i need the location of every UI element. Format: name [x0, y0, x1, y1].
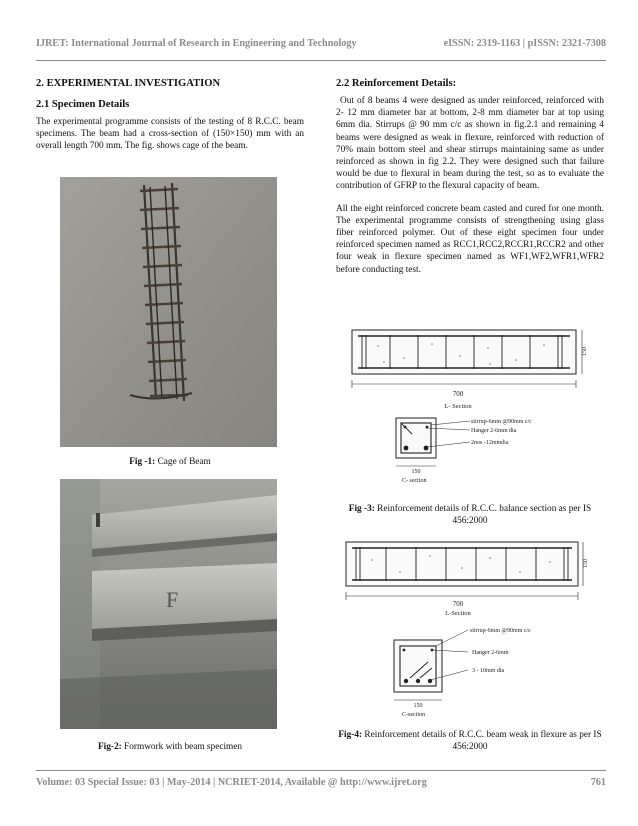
fig3-stirrup-label: stirrup-6mm @90mm c/c — [471, 419, 532, 425]
fig4-label: Fig-4: — [338, 730, 363, 740]
fig3-depth-dim: 150 — [582, 347, 588, 356]
fig3-drawing — [340, 326, 590, 486]
fig4-length-dim: 700 — [452, 600, 464, 608]
running-header — [36, 38, 606, 52]
right-column — [336, 78, 604, 286]
fig3-caption — [336, 503, 604, 527]
fig3-csection-label: C- section — [402, 478, 427, 484]
footer-rule — [36, 770, 606, 771]
fig3-hanger-label: Hanger 2-6mm dia — [471, 428, 517, 434]
fig4-stirrup-label: stirrup-6mm @90mm c/c — [470, 628, 531, 634]
fig4-depth-dim: 150 — [583, 559, 589, 568]
fig2-formwork-photo — [60, 479, 277, 729]
issn-text: eISSN: 2319-1163 | pISSN: 2321-7308 — [443, 38, 606, 49]
fig1-caption — [36, 456, 304, 468]
fig3-bars-label: 2nos -12mmdia — [471, 440, 509, 446]
journal-name: IJRET: International Journal of Research in Engineering and Technology — [36, 38, 357, 49]
running-footer — [36, 777, 606, 791]
reinforcement-paragraph-1: Out of 8 beams 4 were designed as under reinforced, reinforced with 2- 12 mm diameter bar at bottom, 2-8 mm diameter bar at top using 6mm dia. Stirrups @ 90 mm c/c as shown in fig.2.1 and remaining 4 beams were designed as weak in flexure, reinforced with reduction of 70% main bottom steel and shear stirrups maintaining same as under reinforced as shown in fig 2.2. They were designed such that failure would be due to flexural in beam during the test, so as to evaluate the contribution of GFRP to the flexural capacity of beam. — [336, 96, 604, 192]
reinforcement-paragraph-2: All the eight reinforced concrete beam casted and cured for one month. The experimental programme consists of strengthening using glass fiber reinforced polymer. Out of these eight specimen four under reinforced specimen named as RCC1,RCC2,RCCR1,RCCR2 and other four weak in flexure specimen named as WF1,WF2,WFR1,WFR2 before conducting test. — [336, 203, 604, 275]
fig3-lsection-label: L- Section — [444, 403, 472, 410]
fig4-lsection-label: L-Section — [445, 610, 471, 617]
fig3-length-dim: 700 — [452, 390, 464, 398]
fig1-caption-text: Cage of Beam — [155, 457, 211, 467]
fig1-label: Fig -1: — [129, 457, 156, 467]
fig2-label: Fig-2: — [97, 742, 122, 752]
footer-volume: Volume: 03 Special Issue: 03 | May-2014 | NCRIET-2014, Available @ http://www.ijret.org — [36, 777, 427, 788]
subsection-title-specimen: 2.1 Specimen Details — [36, 99, 130, 110]
left-column — [36, 78, 304, 163]
fig4-caption-text: Reinforcement details of R.C.C. beam weak in flexure as per IS 456:2000 — [362, 730, 602, 752]
fig4-bars-label: 3 - 10mm dia — [472, 668, 505, 674]
page-number: 761 — [590, 777, 606, 788]
fig2-caption — [36, 741, 304, 753]
header-rule — [36, 60, 606, 61]
fig4-hanger-label: Hanger 2-6mm — [472, 650, 509, 656]
fig4-caption — [336, 729, 604, 753]
fig4-csection-label: C-section — [402, 712, 425, 718]
fig2-formwork-mark: F — [166, 587, 179, 612]
fig3-label: Fig -3: — [348, 504, 375, 514]
fig1-cage-photo — [60, 177, 277, 447]
fig4-width-dim: 150 — [413, 703, 423, 709]
fig2-caption-text: Formwork with beam specimen — [121, 742, 243, 752]
specimen-paragraph: The experimental programme consists of the testing of 8 R.C.C. beam specimens. The beam had a cross-section of (150×150) mm with an overall length 700 mm. The fig. shows cage of the beam. — [36, 117, 304, 152]
section-title: 2. EXPERIMENTAL INVESTIGATION — [36, 78, 221, 89]
fig4-drawing — [340, 538, 590, 724]
subsection-title-reinforcement: 2.2 Reinforcement Details: — [336, 78, 457, 89]
fig3-caption-text: Reinforcement details of R.C.C. balance section as per IS 456:2000 — [374, 504, 592, 526]
fig3-width-dim: 150 — [411, 469, 421, 475]
